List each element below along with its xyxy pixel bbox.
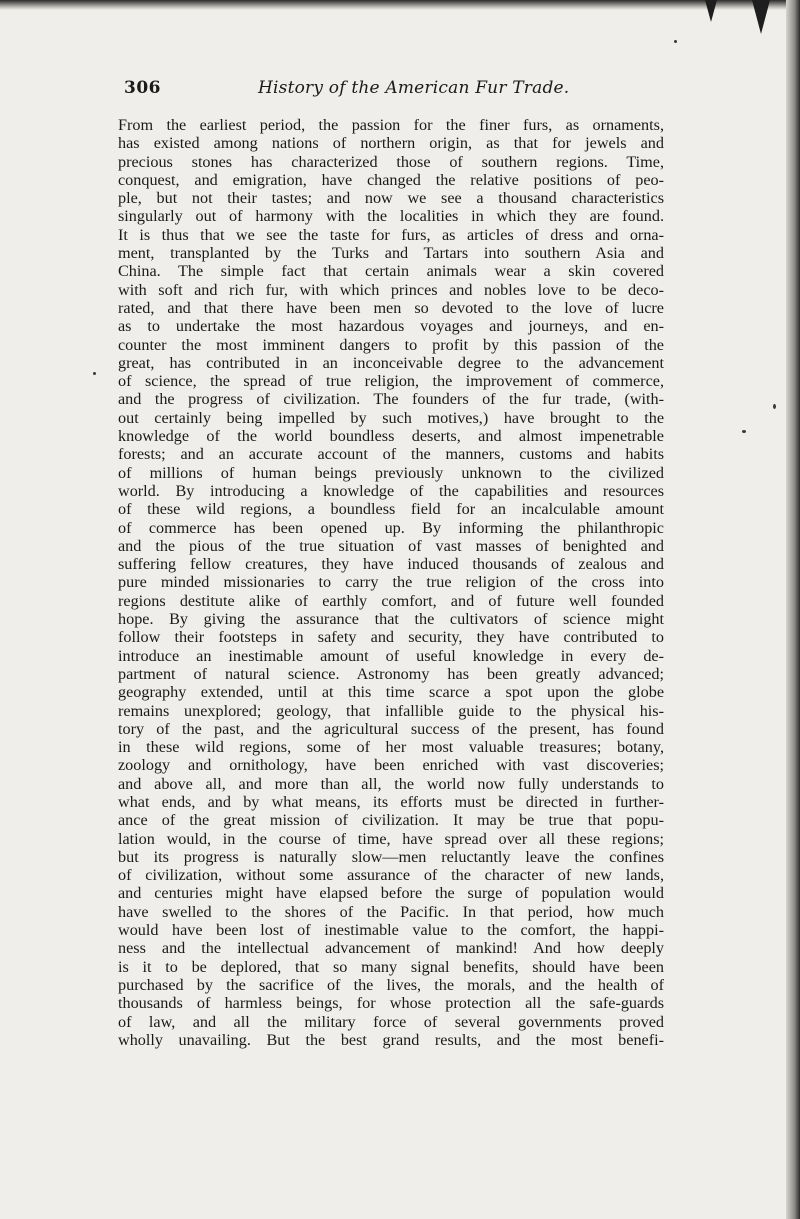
text-line: China. The simple fact that certain animals wear a skin covered [118,262,664,281]
body-paragraph [118,116,664,1049]
text-line: geography extended, until at this time scarce a spot upon the globe [118,683,664,702]
text-line: forests; and an accurate account of the manners, customs and habits [118,445,664,464]
text-line: wholly unavailing. But the best grand results, and the most benefi- [118,1030,664,1049]
page-right-edge-shadow [786,0,800,1219]
text-line: and centuries might have elapsed before the surge of population would [118,884,664,903]
ink-speck [674,40,677,43]
ink-speck [742,430,746,433]
page-header [124,78,664,102]
text-line: introduce an inestimable amount of useful knowledge in every de- [118,646,664,665]
text-line: purchased by the sacrifice of the lives, the morals, and the health of [118,975,664,994]
text-line: out certainly being impelled by such motives,) have brought to the [118,408,664,427]
text-line: partment of natural science. Astronomy has been greatly advanced; [118,664,664,683]
text-line: of civilization, without some assurance of the character of new lands, [118,866,664,885]
text-line: of commerce has been opened up. By informing the philanthropic [118,518,664,537]
text-line: is it to be deplored, that so many signal benefits, should have been [118,957,664,976]
text-line: but its progress is naturally slow—men reluctantly leave the confines [118,847,664,866]
text-line: precious stones has characterized those of southern regions. Time, [118,152,664,171]
text-line: ance of the great mission of civilization. It may be true that popu- [118,811,664,830]
text-line: as to undertake the most hazardous voyages and journeys, and en- [118,317,664,336]
page-number: 306 [124,78,161,98]
text-line: what ends, and by what means, its efforts must be directed in further- [118,792,664,811]
text-line: regions destitute alike of earthly comfort, and of future well founded [118,591,664,610]
text-line: knowledge of the world boundless deserts, and almost impenetrable [118,427,664,446]
text-line: have swelled to the shores of the Pacific. In that period, how much [118,902,664,921]
text-line: follow their footsteps in safety and security, they have contributed to [118,628,664,647]
text-line: and the pious of the true situation of vast masses of benighted and [118,536,664,555]
text-line: of these wild regions, a boundless field for an incalculable amount [118,500,664,519]
text-line: suffering fellow creatures, they have induced thousands of zealous and [118,555,664,574]
text-line: pure minded missionaries to carry the true religion of the cross into [118,573,664,592]
text-line: It is thus that we see the taste for furs, as articles of dress and orna- [118,225,664,244]
running-title: History of the American Fur Trade. [258,78,570,98]
text-line: counter the most imminent dangers to profit by this passion of the [118,335,664,354]
text-line: From the earliest period, the passion for the finer furs, as ornaments, [118,116,664,134]
text-line: remains unexplored; geology, that infallible guide to the physical his- [118,701,664,720]
text-line: conquest, and emigration, have changed the relative positions of peo- [118,170,664,189]
page-top-shadow [0,0,800,10]
text-line: and above all, and more than all, the world now fully understands to [118,774,664,793]
text-line: of science, the spread of true religion, the improvement of commerce, [118,372,664,391]
text-line: rated, and that there have been men so devoted to the love of lucre [118,298,664,317]
text-line: tory of the past, and the agricultural success of the present, has found [118,719,664,738]
ink-speck [93,372,96,375]
text-line: thousands of harmless beings, for whose protection all the safe-guards [118,994,664,1013]
text-line: ness and the intellectual advancement of mankind! And how deeply [118,939,664,958]
text-line: singularly out of harmony with the localities in which they are found. [118,207,664,226]
text-line: with soft and rich fur, with which princes and nobles love to be deco- [118,280,664,299]
text-line: zoology and ornithology, have been enriched with vast discoveries; [118,756,664,775]
torn-edge-mark [705,0,717,22]
text-line: hope. By giving the assurance that the cultivators of science might [118,610,664,629]
text-line: lation would, in the course of time, have spread over all these regions; [118,829,664,848]
text-line: world. By introducing a knowledge of the capabilities and resources [118,481,664,500]
text-line: in these wild regions, some of her most valuable treasures; botany, [118,738,664,757]
text-line: great, has contributed in an inconceivable degree to the advancement [118,353,664,372]
text-line: has existed among nations of northern origin, as that for jewels and [118,134,664,153]
text-line: ment, transplanted by the Turks and Tartars into southern Asia and [118,244,664,263]
text-line: of millions of human beings previously unknown to the civilized [118,463,664,482]
text-line: and the progress of civilization. The founders of the fur trade, (with- [118,390,664,409]
text-line: of law, and all the military force of several governments proved [118,1012,664,1031]
text-line: ple, but not their tastes; and now we see a thousand characteristics [118,189,664,208]
text-line: would have been lost of inestimable value to the comfort, the happi- [118,921,664,940]
ink-speck [773,404,776,409]
torn-edge-mark [752,0,770,34]
